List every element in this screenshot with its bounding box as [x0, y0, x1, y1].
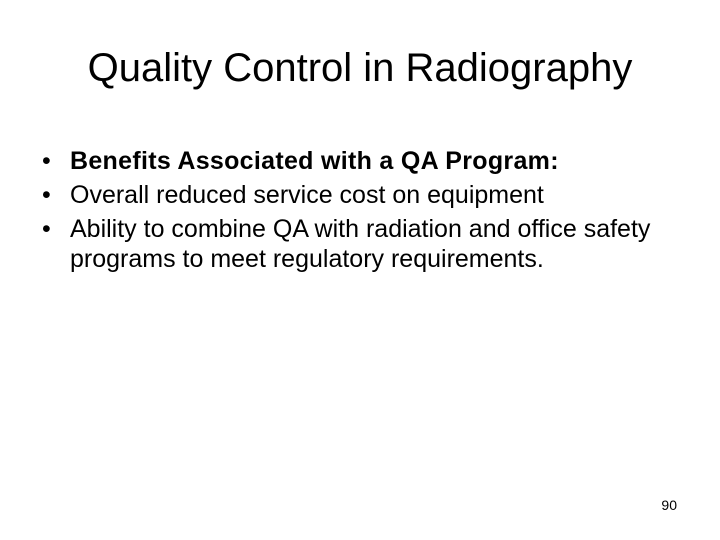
bullet-text: Ability to combine QA with radiation and office safety programs to meet regulatory requirements.	[70, 215, 651, 273]
bullet-text: Benefits Associated with a QA Program:	[70, 147, 559, 175]
bullet-item-service-cost	[42, 180, 692, 210]
bullet-text: Overall reduced service cost on equipment	[70, 181, 544, 209]
slide-title: Quality Control in Radiography	[87, 46, 633, 90]
bullet-marker: •	[42, 147, 51, 175]
bullet-item-benefits	[42, 146, 692, 176]
bullet-list	[42, 146, 692, 278]
bullet-marker: •	[42, 215, 51, 243]
bullet-item-combine-programs	[42, 214, 692, 274]
page-number: 90	[661, 497, 677, 513]
bullet-marker: •	[42, 181, 51, 209]
